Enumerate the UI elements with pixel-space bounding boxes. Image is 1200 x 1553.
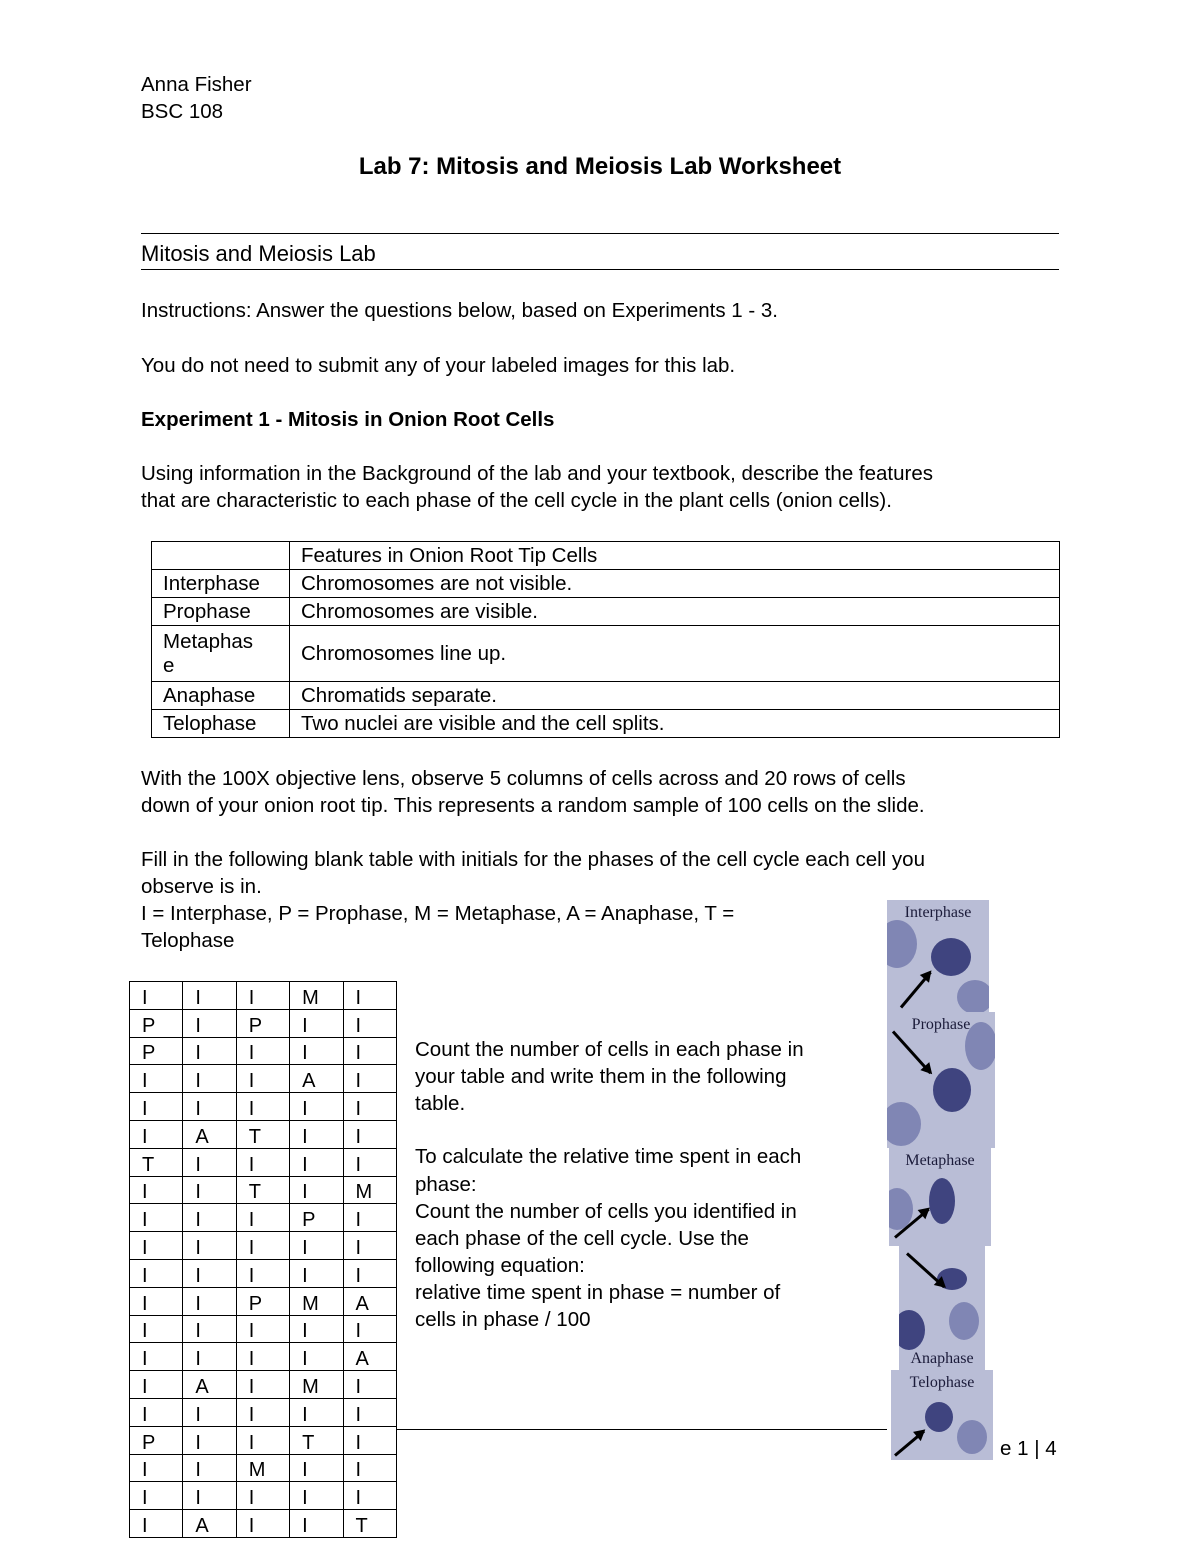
grid-cell: T [236, 1176, 289, 1204]
count-text-line: cells in phase / 100 [415, 1308, 591, 1331]
table-row [152, 570, 1060, 598]
grid-cell: P [130, 1009, 183, 1037]
grid-cell: I [236, 1315, 289, 1343]
grid-cell: I [130, 1315, 183, 1343]
count-text-line: Count the number of cells you identified in [415, 1200, 797, 1223]
observe-line2: down of your onion root tip. This represents a random sample of 100 cells on the slide. [141, 794, 925, 817]
grid-cell: P [290, 1204, 343, 1232]
grid-cell: I [183, 1426, 236, 1454]
phase-cell-line2: e [163, 653, 175, 677]
nucleus-blob [925, 1402, 953, 1432]
grid-cell: A [343, 1287, 396, 1315]
grid-cell: A [183, 1510, 236, 1538]
grid-cell: M [290, 1371, 343, 1399]
grid-cell: I [290, 1315, 343, 1343]
prophase-micrograph [887, 1012, 995, 1148]
experiment1-prompt-line2: that are characteristic to each phase of the cell cycle in the plant cells (onion cells). [141, 489, 892, 512]
grid-cell: I [130, 1398, 183, 1426]
grid-cell: I [343, 1204, 396, 1232]
grid-cell: I [183, 1148, 236, 1176]
table-row [130, 1093, 397, 1121]
observation-grid [129, 981, 397, 1538]
table-row [130, 1398, 397, 1426]
grid-cell: I [183, 1093, 236, 1121]
grid-cell: M [290, 982, 343, 1010]
grid-cell: I [183, 1065, 236, 1093]
instructions-text: Instructions: Answer the questions below, based on Experiments 1 - 3. [141, 299, 778, 322]
grid-cell: I [290, 1093, 343, 1121]
grid-cell: I [183, 1315, 236, 1343]
cell-blob [957, 1420, 987, 1454]
grid-cell: I [290, 1037, 343, 1065]
table-row [130, 1009, 397, 1037]
feature-cell: Chromosomes are not visible. [290, 570, 1060, 598]
grid-cell: I [183, 1176, 236, 1204]
feature-cell: Chromosomes line up. [290, 626, 1060, 682]
grid-cell: A [290, 1065, 343, 1093]
grid-cell: I [183, 1398, 236, 1426]
grid-cell: I [290, 1398, 343, 1426]
grid-cell: I [183, 1454, 236, 1482]
table-row [130, 1287, 397, 1315]
table-row [130, 982, 397, 1010]
count-text-line: To calculate the relative time spent in each [415, 1145, 802, 1168]
count-text-line: following equation: [415, 1254, 585, 1277]
grid-cell: I [236, 1259, 289, 1287]
fill-line4: Telophase [141, 929, 235, 952]
grid-cell: I [343, 1482, 396, 1510]
cell-blob [957, 980, 989, 1012]
table-row [130, 1371, 397, 1399]
grid-cell: T [290, 1426, 343, 1454]
grid-cell: I [130, 982, 183, 1010]
experiment1-heading: Experiment 1 - Mitosis in Onion Root Cells [141, 408, 555, 431]
table-row [130, 1343, 397, 1371]
table-header-cell [152, 542, 290, 570]
fill-line2: observe is in. [141, 875, 262, 898]
grid-cell: I [290, 1009, 343, 1037]
phase-cell [152, 626, 290, 682]
feature-cell: Two nuclei are visible and the cell splits. [290, 710, 1060, 738]
grid-cell: P [130, 1426, 183, 1454]
grid-cell: I [290, 1176, 343, 1204]
phase-cell: Interphase [152, 570, 290, 598]
count-text-line: Count the number of cells in each phase in [415, 1038, 804, 1061]
cell-blob [949, 1302, 979, 1340]
table-row [152, 626, 1060, 682]
table-row [130, 1120, 397, 1148]
grid-cell: I [343, 1065, 396, 1093]
table-row [130, 1232, 397, 1260]
grid-cell: I [343, 1093, 396, 1121]
interphase-micrograph [887, 900, 989, 1012]
grid-cell: I [290, 1343, 343, 1371]
cell-blob [887, 920, 917, 968]
grid-cell: A [183, 1120, 236, 1148]
grid-cell: I [130, 1454, 183, 1482]
count-text-line: table. [415, 1092, 466, 1115]
table-row [130, 1315, 397, 1343]
grid-cell: I [236, 1065, 289, 1093]
grid-cell: I [236, 1343, 289, 1371]
grid-cell: I [183, 1037, 236, 1065]
table-row [130, 1259, 397, 1287]
grid-cell: I [130, 1259, 183, 1287]
count-text-line: relative time spent in phase = number of [415, 1281, 781, 1304]
grid-cell: I [130, 1510, 183, 1538]
phase-cell: Anaphase [152, 682, 290, 710]
grid-cell: I [236, 1482, 289, 1510]
chromosome-blob [933, 1068, 971, 1112]
student-name: Anna Fisher [141, 73, 252, 96]
grid-cell: I [183, 1204, 236, 1232]
grid-cell: P [236, 1009, 289, 1037]
table-row [130, 1037, 397, 1065]
grid-cell: I [343, 1426, 396, 1454]
grid-cell: T [236, 1120, 289, 1148]
grid-cell: I [130, 1482, 183, 1510]
grid-cell: T [343, 1510, 396, 1538]
grid-cell: I [236, 1398, 289, 1426]
micrograph-label: Prophase [911, 1016, 971, 1033]
grid-cell: M [343, 1176, 396, 1204]
grid-cell: I [130, 1204, 183, 1232]
arrow-icon [900, 971, 932, 1008]
grid-cell: I [130, 1120, 183, 1148]
course-code: BSC 108 [141, 100, 224, 123]
fill-line1: Fill in the following blank table with initials for the phases of the cell cycle each cell you [141, 848, 925, 871]
grid-cell: I [290, 1454, 343, 1482]
grid-cell: A [343, 1343, 396, 1371]
observe-line1: With the 100X objective lens, observe 5 columns of cells across and 20 rows of cells [141, 767, 906, 790]
section-rule-bottom [141, 269, 1059, 270]
grid-cell: I [290, 1510, 343, 1538]
table-row [130, 1454, 397, 1482]
phase-cell-line1: Metaphas [163, 629, 254, 653]
grid-cell: I [236, 1037, 289, 1065]
features-table [151, 541, 1060, 738]
table-row [130, 1204, 397, 1232]
footer-rule [397, 1429, 887, 1430]
table-row [130, 1426, 397, 1454]
micrograph-label: Metaphase [905, 1152, 975, 1169]
grid-cell: I [343, 1120, 396, 1148]
grid-cell: I [236, 1204, 289, 1232]
section-title: Mitosis and Meiosis Lab [141, 241, 376, 266]
feature-cell: Chromatids separate. [290, 682, 1060, 710]
nucleus-blob [931, 938, 971, 976]
grid-cell: I [183, 982, 236, 1010]
table-row [130, 1482, 397, 1510]
grid-cell: I [236, 1093, 289, 1121]
grid-cell: I [343, 1398, 396, 1426]
grid-cell: I [343, 1009, 396, 1037]
grid-cell: I [183, 1259, 236, 1287]
grid-cell: I [343, 1259, 396, 1287]
count-text-line: each phase of the cell cycle. Use the [415, 1227, 749, 1250]
feature-cell: Chromosomes are visible. [290, 598, 1060, 626]
metaphase-micrograph [889, 1148, 991, 1246]
grid-cell: I [343, 1148, 396, 1176]
cell-blob [887, 1102, 921, 1146]
grid-cell: I [183, 1343, 236, 1371]
grid-cell: I [343, 1037, 396, 1065]
arrow-icon [906, 1252, 945, 1288]
grid-cell: I [130, 1371, 183, 1399]
fill-line3: I = Interphase, P = Prophase, M = Metaphase, A = Anaphase, T = [141, 902, 735, 925]
grid-cell: I [236, 1371, 289, 1399]
grid-cell: I [343, 1315, 396, 1343]
grid-cell: I [236, 1510, 289, 1538]
grid-cell: I [290, 1120, 343, 1148]
grid-cell: I [130, 1176, 183, 1204]
grid-cell: P [130, 1037, 183, 1065]
grid-cell: I [130, 1093, 183, 1121]
count-text-line: phase: [415, 1173, 477, 1196]
cell-phase-micrographs [887, 900, 1007, 1460]
micrograph-label: Anaphase [910, 1350, 974, 1367]
grid-cell: M [290, 1287, 343, 1315]
chromosome-blob [929, 1178, 955, 1224]
micrograph-label: Interphase [904, 904, 972, 921]
telophase-micrograph [891, 1370, 993, 1460]
table-row [130, 1148, 397, 1176]
grid-cell: M [236, 1454, 289, 1482]
table-row [130, 1510, 397, 1538]
micrograph-label: Telophase [909, 1374, 975, 1391]
table-row [130, 1065, 397, 1093]
phase-cell: Prophase [152, 598, 290, 626]
grid-cell: I [236, 1148, 289, 1176]
grid-cell: I [343, 982, 396, 1010]
grid-cell: I [130, 1065, 183, 1093]
nucleus-blob [899, 1310, 925, 1350]
page-number: e 1 | 4 [1000, 1437, 1057, 1460]
grid-cell: I [290, 1259, 343, 1287]
count-text-line: your table and write them in the following [415, 1065, 787, 1088]
grid-cell: I [130, 1343, 183, 1371]
anaphase-micrograph [899, 1246, 985, 1370]
grid-cell: I [183, 1232, 236, 1260]
table-header-cell: Features in Onion Root Tip Cells [290, 542, 1060, 570]
grid-cell: I [236, 1426, 289, 1454]
grid-cell: I [183, 1009, 236, 1037]
grid-cell: I [290, 1148, 343, 1176]
section-rule-top [141, 233, 1059, 234]
grid-cell: I [130, 1232, 183, 1260]
arrow-icon [892, 1030, 932, 1074]
experiment1-prompt-line1: Using information in the Background of the lab and your textbook, describe the features [141, 462, 934, 485]
page-title: Lab 7: Mitosis and Meiosis Lab Worksheet [358, 153, 842, 180]
note-text: You do not need to submit any of your labeled images for this lab. [141, 354, 736, 377]
table-row [152, 710, 1060, 738]
grid-cell: P [236, 1287, 289, 1315]
grid-cell: I [343, 1371, 396, 1399]
grid-cell: I [183, 1482, 236, 1510]
grid-cell: I [290, 1482, 343, 1510]
table-row [152, 542, 1060, 570]
grid-cell: I [343, 1232, 396, 1260]
grid-cell: T [130, 1148, 183, 1176]
grid-cell: I [130, 1287, 183, 1315]
grid-cell: I [290, 1232, 343, 1260]
grid-cell: I [343, 1454, 396, 1482]
table-row [130, 1176, 397, 1204]
grid-cell: A [183, 1371, 236, 1399]
arrow-icon [894, 1430, 925, 1457]
grid-cell: I [236, 1232, 289, 1260]
phase-cell: Telophase [152, 710, 290, 738]
grid-cell: I [236, 982, 289, 1010]
grid-cell: I [183, 1287, 236, 1315]
table-row [152, 682, 1060, 710]
table-row [152, 598, 1060, 626]
